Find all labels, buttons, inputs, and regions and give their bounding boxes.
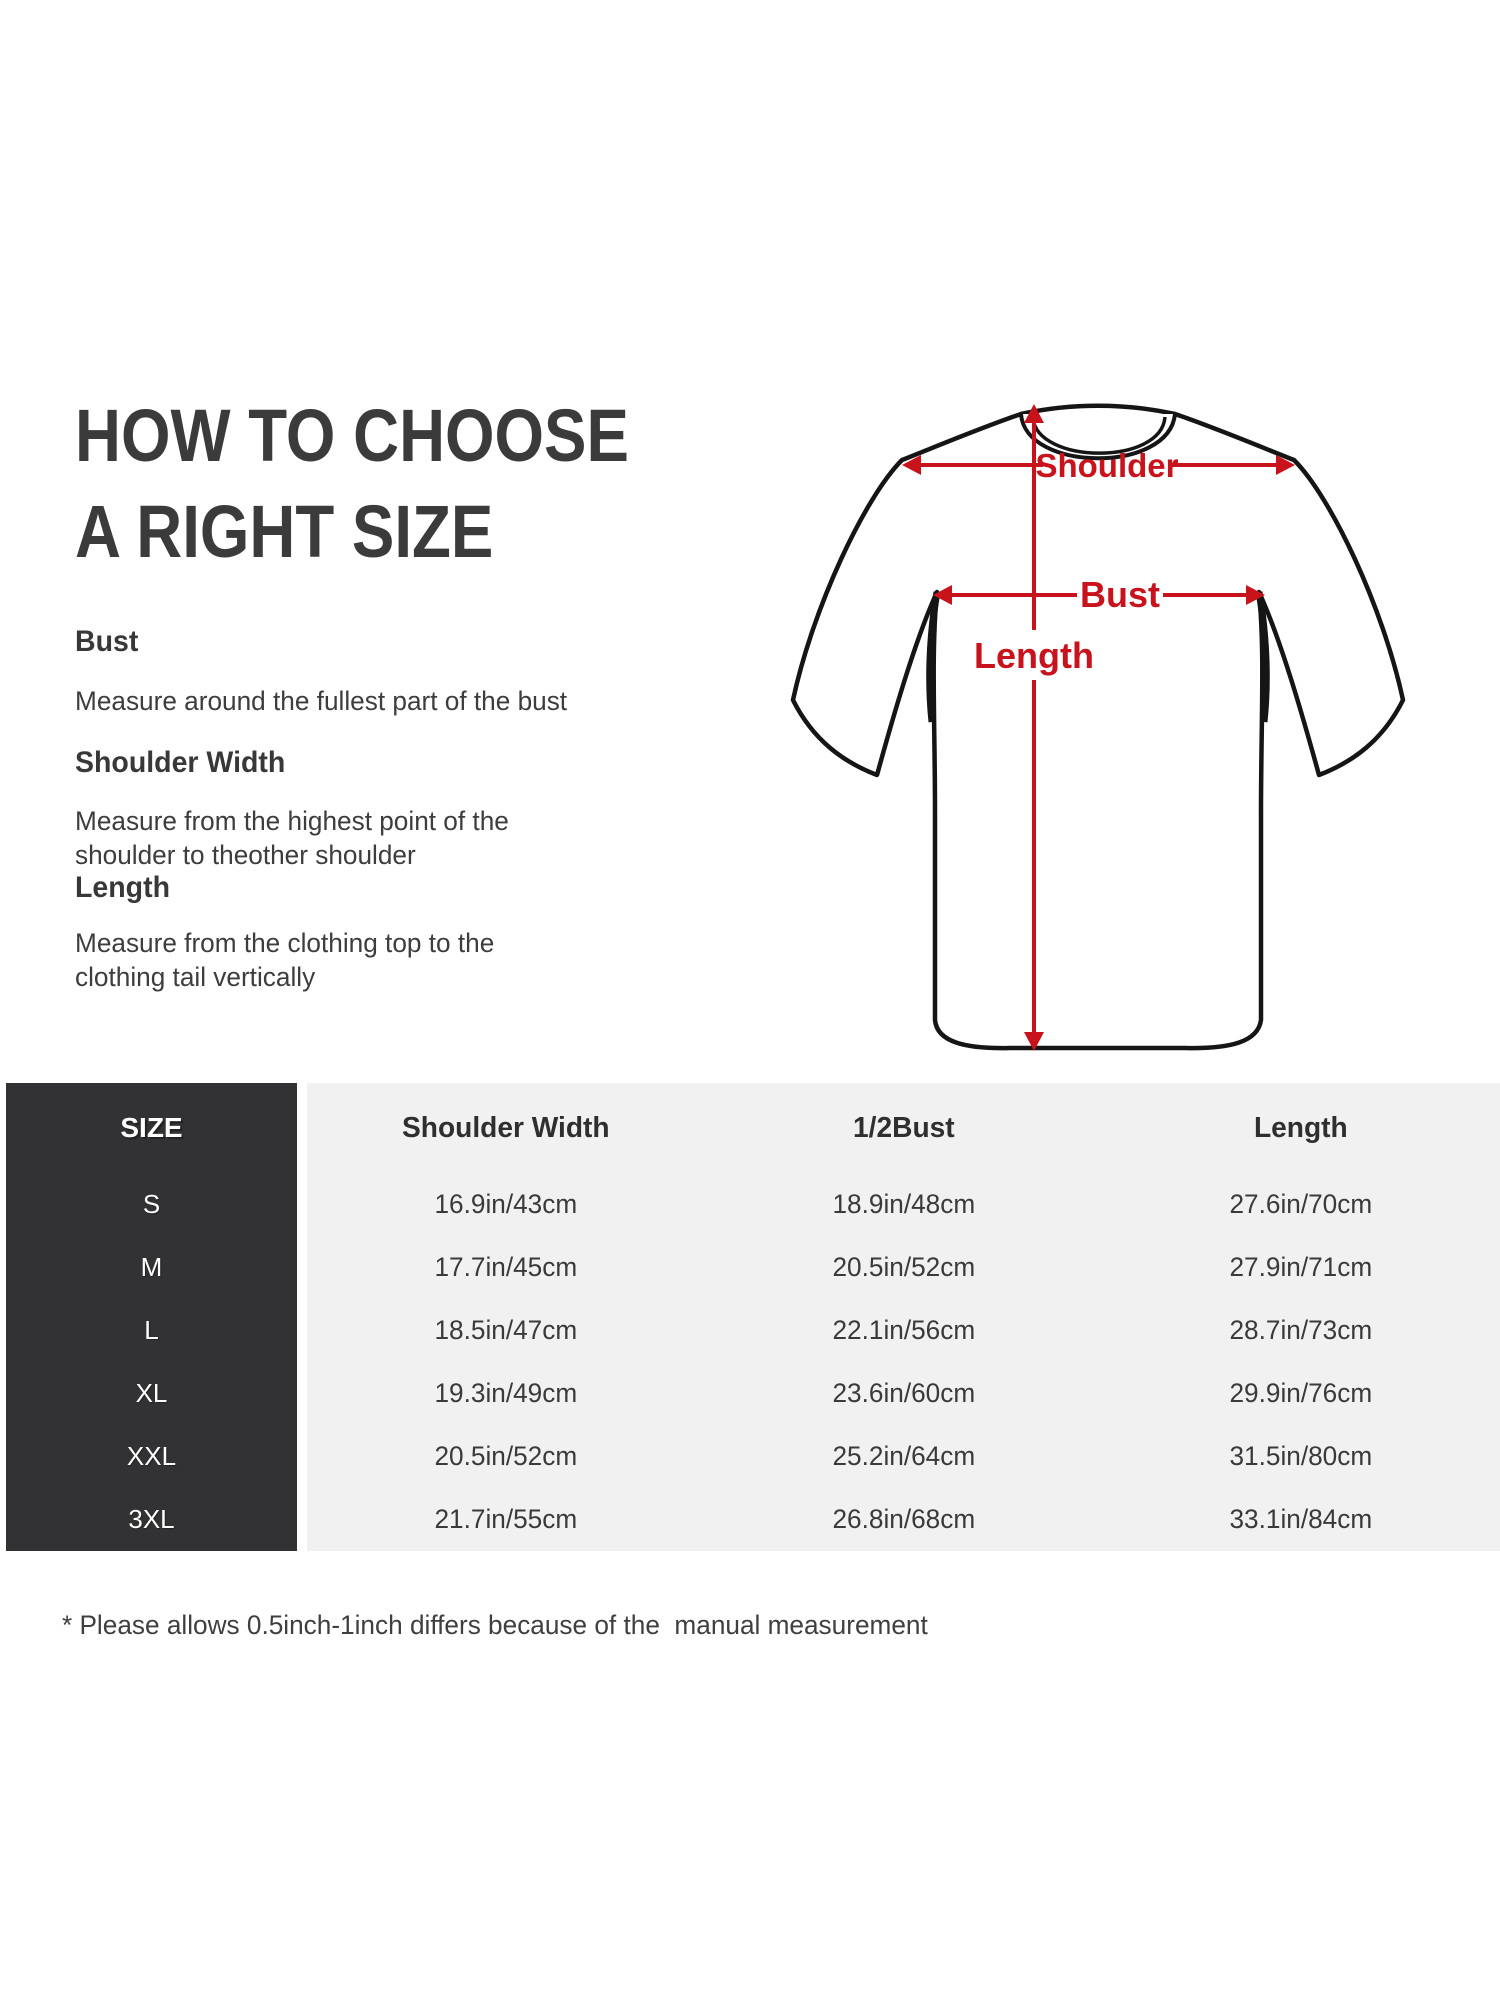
tshirt-outline <box>793 406 1403 1048</box>
length-arrow-label: Length <box>974 635 1094 676</box>
bust-section-line-1: Measure around the fullest part of the bust <box>75 686 568 716</box>
row-xl-half-bust: 23.6in/60cm <box>832 1378 975 1408</box>
row-3xl-size: 3XL <box>128 1504 175 1534</box>
row-s-length: 27.6in/70cm <box>1229 1189 1373 1219</box>
row-xl-length: 29.9in/76cm <box>1229 1378 1373 1408</box>
row-xl-size: XL <box>135 1378 168 1408</box>
measurement-disclaimer: * Please allows 0.5inch-1inch differs because of the manual measurement <box>62 1610 928 1640</box>
row-3xl-shoulder: 21.7in/55cm <box>434 1504 578 1534</box>
size-chart-grid <box>6 1083 1500 1551</box>
row-xxl-half-bust: 25.2in/64cm <box>832 1441 975 1471</box>
tshirt-diagram <box>765 392 1410 1062</box>
row-l-shoulder: 18.5in/47cm <box>434 1315 578 1345</box>
column-gap <box>297 1083 307 1173</box>
row-m-size: M <box>140 1252 163 1282</box>
row-xxl-shoulder: 20.5in/52cm <box>434 1441 578 1471</box>
bust-section-text <box>75 684 567 718</box>
row-m-half-bust: 20.5in/52cm <box>832 1252 975 1282</box>
row-xxl-length: 31.5in/80cm <box>1229 1441 1373 1471</box>
bust-section-heading: Bust <box>75 625 139 658</box>
row-s-size: S <box>142 1189 161 1219</box>
col-header-half-bust: 1/2Bust <box>852 1111 955 1144</box>
row-xxl-size: XXL <box>126 1441 177 1471</box>
column-gap <box>297 1488 307 1551</box>
length-section-line-1: Measure from the clothing top to the <box>75 928 495 958</box>
column-gap <box>297 1173 307 1236</box>
col-header-size: SIZE <box>120 1112 183 1143</box>
row-3xl-length: 33.1in/84cm <box>1229 1504 1373 1534</box>
shoulder-arrow-label: Shoulder <box>1035 447 1179 484</box>
row-l-size: L <box>144 1315 159 1345</box>
row-xl-shoulder: 19.3in/49cm <box>434 1378 578 1408</box>
size-chart-table <box>6 1083 1500 1551</box>
length-section-line-2: clothing tail vertically <box>75 962 316 992</box>
column-gap <box>297 1236 307 1299</box>
row-m-length: 27.9in/71cm <box>1229 1252 1373 1282</box>
col-header-shoulder-width: Shoulder Width <box>402 1111 610 1144</box>
length-section-heading: Length <box>75 871 170 904</box>
column-gap <box>297 1425 307 1488</box>
page-title-line-2: A RIGHT SIZE <box>75 490 494 573</box>
row-s-shoulder: 16.9in/43cm <box>434 1189 578 1219</box>
page-title <box>75 388 629 580</box>
shoulder-section-line-2: shoulder to theother shoulder <box>75 840 416 870</box>
column-gap <box>297 1299 307 1362</box>
shoulder-section-line-1: Measure from the highest point of the <box>75 806 509 836</box>
row-l-half-bust: 22.1in/56cm <box>832 1315 975 1345</box>
bust-arrow-label: Bust <box>1080 574 1160 615</box>
row-3xl-half-bust: 26.8in/68cm <box>832 1504 975 1534</box>
row-m-shoulder: 17.7in/45cm <box>434 1252 578 1282</box>
column-gap <box>297 1362 307 1425</box>
shoulder-section-heading: Shoulder Width <box>75 746 286 779</box>
page-title-line-1: HOW TO CHOOSE <box>75 394 629 477</box>
length-section-text <box>75 926 494 994</box>
col-header-length: Length <box>1254 1111 1349 1144</box>
row-s-half-bust: 18.9in/48cm <box>832 1189 975 1219</box>
shoulder-section-text <box>75 804 509 872</box>
row-l-length: 28.7in/73cm <box>1229 1315 1373 1345</box>
